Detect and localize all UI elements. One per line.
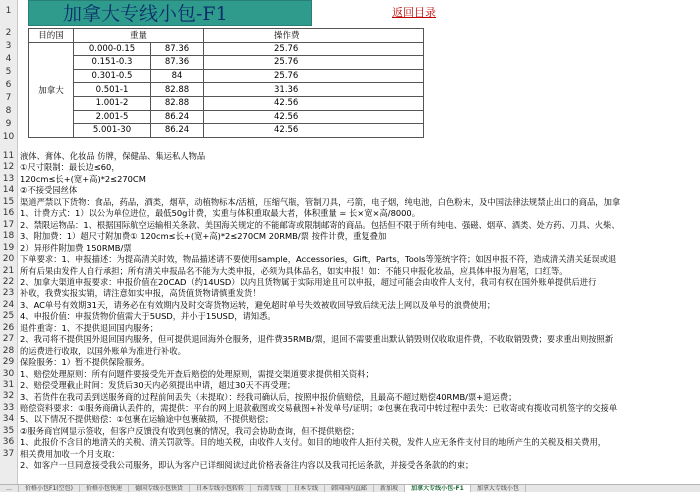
note-line: 2、如客户一旦同意接受我公司服务，即认为客户已详细阅读过此价格表备注内容以及我司托运条款，并接受各条款的约束； <box>20 460 474 471</box>
header-destination: 目的国 <box>29 29 74 43</box>
row-number[interactable]: 36 <box>2 437 15 448</box>
note-line: 渠道严禁以下货物：食品，药品，酒类，烟草，动植物标本/活植，压缩气瓶，管制刀具，弓箭，电子烟，纯电池，白色粉末，及中国法律法规禁止出口的商品，加拿 <box>20 196 621 207</box>
row-number[interactable]: 29 <box>2 357 15 368</box>
row-number[interactable]: 22 <box>2 276 15 287</box>
row-number[interactable]: 20 <box>2 254 15 265</box>
row-number[interactable]: 18 <box>2 231 15 242</box>
sheet-tab[interactable]: 日本专线 <box>288 485 325 492</box>
rate-table <box>28 28 424 138</box>
row-number[interactable]: 16 <box>2 208 15 219</box>
price-cell[interactable]: 82.88 <box>151 83 204 97</box>
row-number[interactable]: 3 <box>5 41 12 51</box>
row-number[interactable]: 1 <box>5 6 12 16</box>
row-number[interactable]: 26 <box>2 322 15 333</box>
fee-cell[interactable]: 42.56 <box>204 110 424 124</box>
weight-cell[interactable]: 1.001-2 <box>74 96 151 110</box>
row-header <box>0 0 18 484</box>
price-cell[interactable]: 87.36 <box>151 56 204 70</box>
sheet-tab[interactable]: 加拿大专线小包 <box>471 485 526 492</box>
row-number[interactable]: 13 <box>2 173 15 184</box>
note-line: 5、以下情况不提供赔偿：①包裹在运输途中包裹破损，不提供赔偿； <box>20 414 274 425</box>
row-number[interactable]: 6 <box>5 80 12 90</box>
row-number[interactable]: 21 <box>2 265 15 276</box>
note-line: 2）异形件附加费 150RMB/票 <box>20 242 132 253</box>
row-number[interactable]: 35 <box>2 425 15 436</box>
row-number[interactable]: 31 <box>2 380 15 390</box>
price-cell[interactable]: 84 <box>151 69 204 83</box>
note-line: 4、申报价值：申报货物价值需大于5USD，并小于15USD，请知悉。 <box>20 311 276 322</box>
sheet-tab[interactable]: 台湾专线 <box>251 485 288 492</box>
sheet-tab[interactable]: 日本专线小包转转 <box>190 485 251 492</box>
sheet-tab[interactable]: 韩国国内直邮 <box>325 485 374 492</box>
note-line: 120cm≤长+(宽+高)*2≤270CM <box>20 173 146 184</box>
header-operating-fee: 操作费 <box>204 29 424 43</box>
fee-cell[interactable]: 31.36 <box>204 83 424 97</box>
note-line: 补收，我费实报实销，请注意如实申报，高货值货物请慎重发货！ <box>20 288 261 299</box>
fee-cell[interactable]: 25.76 <box>204 56 424 70</box>
note-line: 1、计费方式：1）以公为单位进位，最低50g计费，实重与体积重取最大者，体积重量 = 长×宽×高/8000。 <box>20 208 421 219</box>
note-line: 所有后果由发件人自行承担；所有清关申报品名不能为大类申报，必须为具体品名，如实申报！如：不能只申报化妆品，应具体申报为眉笔，口红等。 <box>20 265 568 276</box>
note-line: 2、禁限运物品：1、根据国际航空运输相关条款、美国海关规定的不能邮寄或限制邮寄的商品。包括但不限于所有纯电、强磁、烟草、酒类、处方药、刀具、火柴、 <box>20 219 620 230</box>
price-cell[interactable]: 82.88 <box>151 96 204 110</box>
row-number[interactable]: 24 <box>2 299 15 310</box>
note-line: ②不接受园丝体 <box>20 185 78 196</box>
note-line: 2、我司将不提供国外退回国内服务，但可提供退回海外仓服务，退件费35RMB/票，退回不需要重出默认销毁则仅收取退件费，不收取销毁费；要求重出则按照新 <box>20 334 614 345</box>
fee-cell[interactable]: 42.56 <box>204 96 424 110</box>
row-number[interactable]: 12 <box>2 162 15 173</box>
fee-cell[interactable]: 42.56 <box>204 124 424 138</box>
row-number[interactable]: 23 <box>2 288 15 299</box>
note-line: 相关费用加收一个月支取： <box>20 448 120 459</box>
sheet-tab[interactable]: 价格小包快速 <box>80 485 129 492</box>
spreadsheet-grid[interactable] <box>18 0 700 484</box>
row-number[interactable]: 4 <box>5 54 12 64</box>
note-line: ①尺寸限制：最长边≤60， <box>20 162 120 173</box>
header-weight: 重量 <box>74 29 204 43</box>
weight-cell[interactable]: 2.001-5 <box>74 110 151 124</box>
note-line: 3、AC单号有效期31天，请务必在有效期内及时交寄货物运转，避免超时单号失效被收回导致后续无法上网以及单号的浪费使用； <box>20 299 496 310</box>
row-number[interactable]: 15 <box>2 196 15 207</box>
weight-cell[interactable]: 5.001-30 <box>74 124 151 138</box>
note-line: 液体、膏体、化妆品 仿牌，保健品、集运私人物品 <box>20 151 206 161</box>
row-number[interactable]: 14 <box>2 185 15 196</box>
note-line: 保险服务：1）暂不提供保险服务。 <box>20 357 150 368</box>
fee-cell[interactable]: 25.76 <box>204 42 424 56</box>
weight-cell[interactable]: 0.501-1 <box>74 83 151 97</box>
note-line: 2、赔偿受理截止时间：发货后30天内必须提出申请，超过30天不再受理； <box>20 380 296 391</box>
table-row <box>29 83 424 97</box>
row-number[interactable]: 30 <box>2 368 15 379</box>
row-number[interactable]: 28 <box>2 345 15 356</box>
note-line: 下单要求：1、申报描述：为提高清关时效，物品描述请不要使用sample，Accessories，Gift，Parts，Tools等笼统字符；如因申报不符，造成清关清关延误或退 <box>20 254 617 265</box>
note-line: 2、加拿大渠道申报要求：申报价值在20CAD（约14USD）以内且货物属于实际用途且可以申报，超过可能会由收件人支付，我司有权在国外账单提供后进行 <box>20 276 597 287</box>
sheet-tab[interactable]: … <box>0 485 19 492</box>
price-cell[interactable]: 86.24 <box>151 124 204 138</box>
sheet-tab[interactable]: 加拿大专线小包-F1 <box>405 485 471 492</box>
fee-cell[interactable]: 25.76 <box>204 69 424 83</box>
row-number[interactable]: 19 <box>2 242 15 253</box>
weight-cell[interactable]: 0.301-0.5 <box>74 69 151 83</box>
row-number[interactable]: 2 <box>5 28 12 38</box>
row-number[interactable]: 27 <box>2 334 15 345</box>
country-cell: 加拿大 <box>29 42 74 137</box>
table-header-row <box>29 29 424 43</box>
row-number[interactable]: 34 <box>2 414 15 425</box>
sheet-title: 加拿大专线小包-F1 <box>28 0 312 26</box>
row-number[interactable]: 32 <box>2 391 15 402</box>
note-line: 的运费进行收取，以国外账单为准进行补收。 <box>20 345 186 356</box>
notes-block <box>20 151 700 472</box>
row-number[interactable]: 11 <box>2 151 15 161</box>
price-cell[interactable]: 87.36 <box>151 42 204 56</box>
sheet-tab[interactable]: 新加坡 <box>374 485 405 492</box>
weight-cell[interactable]: 0.000-0.15 <box>74 42 151 56</box>
note-line: 1、此报价不含目的地清关的关税、清关罚款等。目的地关税，由收件人支付。如目的地收件人拒付关税，发件人应无条件支付目的地所产生的关税及相关费用， <box>20 437 607 448</box>
weight-cell[interactable]: 0.151-0.3 <box>74 56 151 70</box>
note-line: 3、若货件在我司丢到送服务商的过程前间丢失（未提取）：经我司确认后，按照申报价值赔偿，且最高不超过赔偿40RMB/票+退运费； <box>20 391 517 402</box>
note-line: ②服务商官网显示签收，但客户反馈没有收到包裹的情况，我司会协助查询，但不提供赔偿； <box>20 425 360 436</box>
note-line: 赔偿资料要求：①服务商确认丢件的，需提供：平台的网上退款截图或交易截图+补发单号/证明；②包裹在我司中转过程中丢失：已收寄或有揽收司机签字的交接单 <box>20 402 618 413</box>
table-row <box>29 124 424 138</box>
row-number[interactable]: 25 <box>2 311 15 322</box>
row-number[interactable]: 33 <box>2 402 15 413</box>
price-cell[interactable]: 86.24 <box>151 110 204 124</box>
back-to-index-link[interactable]: 返回目录 <box>392 6 436 19</box>
sheet-tab[interactable]: 价格小包F1(空包) <box>19 485 80 492</box>
row-number[interactable]: 7 <box>5 93 12 103</box>
row-number[interactable]: 37 <box>2 448 15 459</box>
row-number[interactable]: 9 <box>5 119 12 129</box>
note-line: 1、赔偿处理原则：所有问题件要接受先开查后赔偿的处理原则，需提交渠道要求提供相关资料； <box>20 368 374 379</box>
note-line: 3、附加费：1）超尺寸附加费① 120cm≤长+(宽+高)*2≤270CM 20RMB/票 按件计费，重复叠加 <box>20 231 387 242</box>
note-line: 退件重寄：1、不提供退回国内服务； <box>20 322 159 333</box>
table-row <box>29 56 424 70</box>
table-row <box>29 96 424 110</box>
table-row <box>29 110 424 124</box>
table-row <box>29 69 424 83</box>
sheet-tab[interactable]: 德国专线小包快货 <box>129 485 190 492</box>
row-number[interactable]: 10 <box>2 132 15 142</box>
row-number[interactable]: 5 <box>5 67 12 77</box>
row-number[interactable]: 17 <box>2 219 15 230</box>
table-row <box>29 42 424 56</box>
row-number[interactable]: 8 <box>5 106 12 116</box>
